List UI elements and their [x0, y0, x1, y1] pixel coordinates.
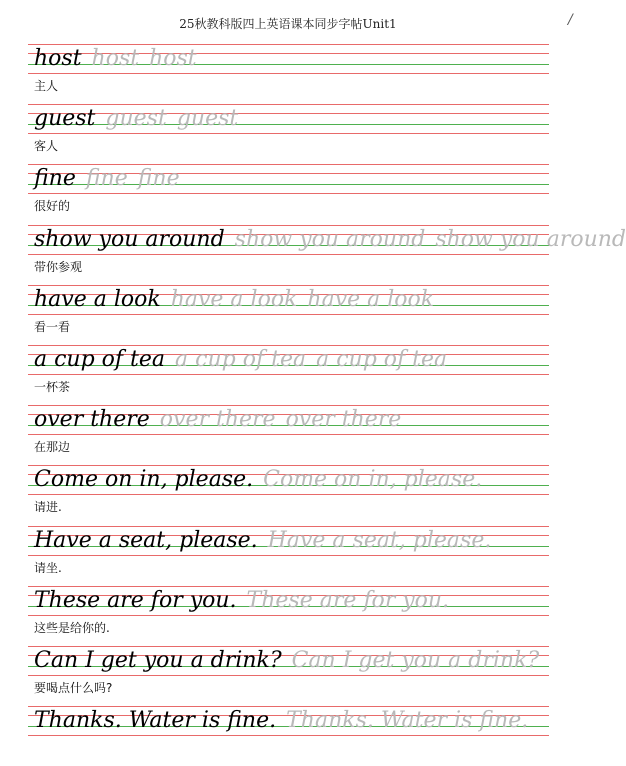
- trace-word: fine: [85, 166, 128, 192]
- trace-word: a cup of tea: [175, 347, 307, 372]
- chinese-meaning: 主人: [34, 79, 59, 93]
- trace-word: fine: [137, 166, 180, 192]
- english-word: a cup of tea: [34, 347, 166, 372]
- practice-row: [28, 706, 549, 766]
- chinese-meaning: 带你参观: [34, 259, 83, 274]
- english-line: [34, 104, 238, 134]
- trace-word: over there: [285, 407, 402, 433]
- trace-word: guest: [176, 106, 239, 132]
- english-line: [34, 225, 626, 255]
- page-title: 25秋教科版四上英语课本同步字帖Unit1: [179, 17, 397, 31]
- practice-row: [28, 164, 549, 224]
- trace-word: guest: [105, 106, 167, 132]
- chinese-meaning: 很好的: [34, 199, 71, 214]
- english-line: [34, 586, 449, 616]
- trace-word: Have a seat, please.: [267, 527, 492, 553]
- practice-row: [28, 526, 549, 586]
- chinese-meaning: 一杯茶: [34, 380, 71, 394]
- trace-word: a cup of tea: [316, 347, 448, 372]
- english-line: [34, 646, 539, 676]
- english-word: Have a seat, please.: [34, 527, 258, 553]
- practice-row: [28, 104, 549, 164]
- trace-word: These are for you.: [246, 587, 450, 613]
- english-line: [34, 345, 447, 375]
- trace-word: Thanks. Water is fine.: [286, 708, 529, 734]
- english-word: Come on in, please.: [34, 467, 254, 493]
- chinese-meaning: 请进.: [34, 500, 62, 515]
- english-word: fine: [34, 166, 76, 192]
- practice-row: [28, 345, 549, 405]
- english-word: These are for you.: [34, 587, 237, 613]
- trace-word: over there: [159, 407, 276, 433]
- chinese-meaning: 看一看: [34, 319, 71, 334]
- practice-row: [28, 44, 549, 104]
- practice-row: [28, 225, 626, 285]
- english-word: guest: [34, 106, 96, 132]
- english-line: [34, 706, 528, 736]
- english-line: [34, 526, 491, 556]
- trace-word: host: [91, 46, 140, 71]
- trace-word: Can I get you a drink?: [291, 648, 540, 673]
- trace-word: show you around: [435, 226, 626, 252]
- chinese-meaning: 客人: [34, 139, 59, 154]
- practice-row: [28, 405, 549, 465]
- english-word: have a look: [34, 286, 161, 312]
- trace-word: Come on in, please.: [263, 467, 483, 493]
- trace-word: have a look: [307, 286, 435, 312]
- chinese-meaning: 要喝点什么吗?: [34, 681, 113, 695]
- practice-row: [28, 465, 549, 525]
- practice-row: [28, 646, 549, 706]
- chinese-meaning: 请坐.: [34, 560, 62, 575]
- chinese-meaning: 在那边: [34, 440, 71, 455]
- english-line: [34, 465, 482, 495]
- english-word: host: [34, 46, 82, 71]
- practice-row: [28, 285, 549, 345]
- chinese-meaning: 这些是给你的.: [34, 620, 110, 635]
- english-line: [34, 164, 180, 194]
- english-word: Can I get you a drink?: [34, 648, 282, 673]
- trace-word: host: [149, 46, 197, 71]
- english-line: [34, 44, 197, 74]
- english-word: over there: [34, 407, 150, 433]
- english-word: show you around: [34, 226, 225, 252]
- english-line: [34, 405, 401, 435]
- trace-word: have a look: [170, 286, 298, 312]
- english-line: [34, 285, 434, 315]
- english-word: Thanks. Water is fine.: [34, 708, 277, 734]
- practice-row: [28, 586, 549, 646]
- trace-word: show you around: [234, 226, 426, 252]
- corner-mark: /: [568, 12, 573, 28]
